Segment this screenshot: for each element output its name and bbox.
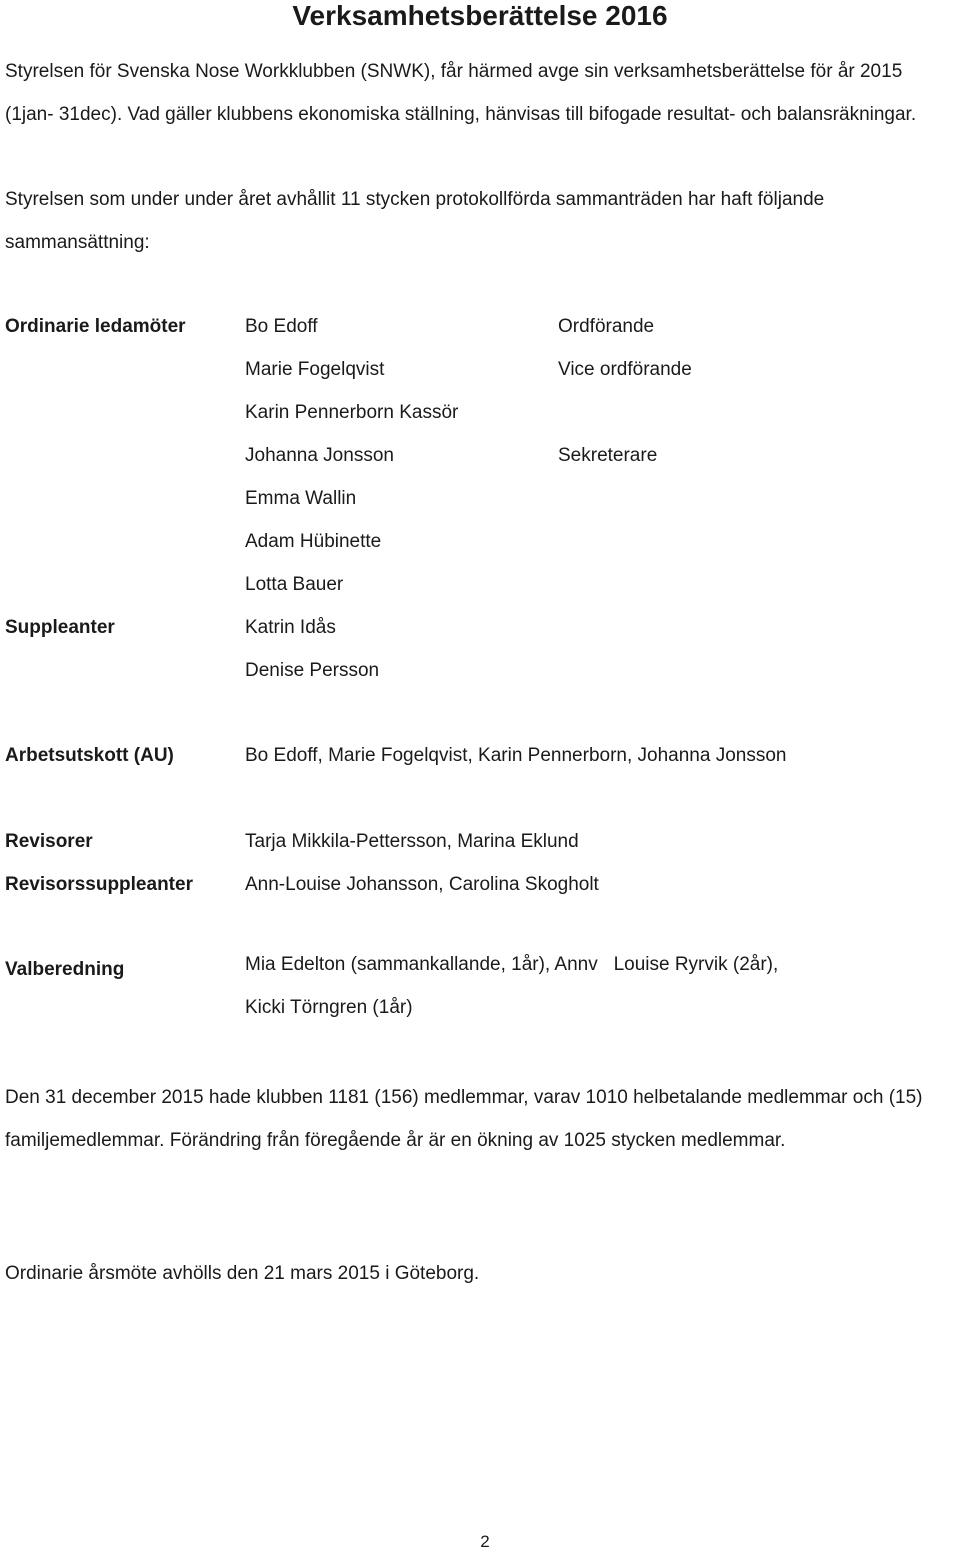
suppleanter-label: Suppleanter	[5, 617, 115, 638]
intro-paragraph	[5, 51, 955, 136]
board-member-name: Karin Pennerborn Kassör	[245, 402, 459, 423]
board-member-name: Johanna Jonsson	[245, 445, 394, 466]
board-member-name: Bo Edoff	[245, 316, 318, 337]
page-number: 2	[480, 1532, 490, 1551]
board-member-name: Katrin Idås	[245, 617, 336, 638]
valberedning-line-1: Mia Edelton (sammankallande, 1år), Annv Louise Ryrvik (2år),	[245, 954, 779, 975]
board-member-role: Vice ordförande	[558, 359, 692, 380]
annual-meeting-text: Ordinarie årsmöte avhölls den 21 mars 2015 i Göteborg.	[5, 1263, 480, 1284]
membership-paragraph: Den 31 december 2015 hade klubben 1181 (156) medlemmar, varav 1010 helbetalande medlemmar och (15) familjemedlemmar. Förändring från föregående år är en ökning av 1025 stycken medlemmar.	[5, 1087, 923, 1151]
document-title: Verksamhetsberättelse 2016	[292, 0, 668, 31]
revisorer-members: Tarja Mikkila-Pettersson, Marina Eklund	[245, 831, 579, 852]
board-member-name: Adam Hübinette	[245, 531, 382, 552]
board-member-role: Sekreterare	[558, 445, 658, 466]
au-label: Arbetsutskott (AU)	[5, 745, 174, 766]
board-member-name: Emma Wallin	[245, 488, 357, 509]
board-member-name: Lotta Bauer	[245, 574, 344, 595]
ordinarie-label: Ordinarie ledamöter	[5, 316, 186, 337]
meetings-paragraph	[5, 178, 955, 264]
revisorer-label: Revisorer	[5, 831, 93, 852]
board-member-name: Marie Fogelqvist	[245, 359, 385, 380]
au-members: Bo Edoff, Marie Fogelqvist, Karin Pennerborn, Johanna Jonsson	[245, 745, 787, 766]
intro-text: Styrelsen för Svenska Nose Workklubben (SNWK), får härmed avge sin verksamhetsberättelse för år 2015 (1jan- 31dec). Vad gäller klubbens ekonomiska ställning, hänvisas till bifogade resultat- och balansräkningar.	[5, 61, 917, 125]
revisorssuppleanter-label: Revisorssuppleanter	[5, 874, 193, 895]
revisorssuppleanter-members: Ann-Louise Johansson, Carolina Skogholt	[245, 874, 599, 895]
valberedning-label: Valberedning	[5, 959, 125, 980]
valberedning-line-2: Kicki Törngren (1år)	[245, 997, 413, 1018]
meetings-text: Styrelsen som under under året avhållit 11 stycken protokollförda sammanträden har haft följande sammansättning:	[5, 189, 825, 253]
board-member-role: Ordförande	[558, 316, 655, 337]
board-member-name: Denise Persson	[245, 660, 380, 681]
